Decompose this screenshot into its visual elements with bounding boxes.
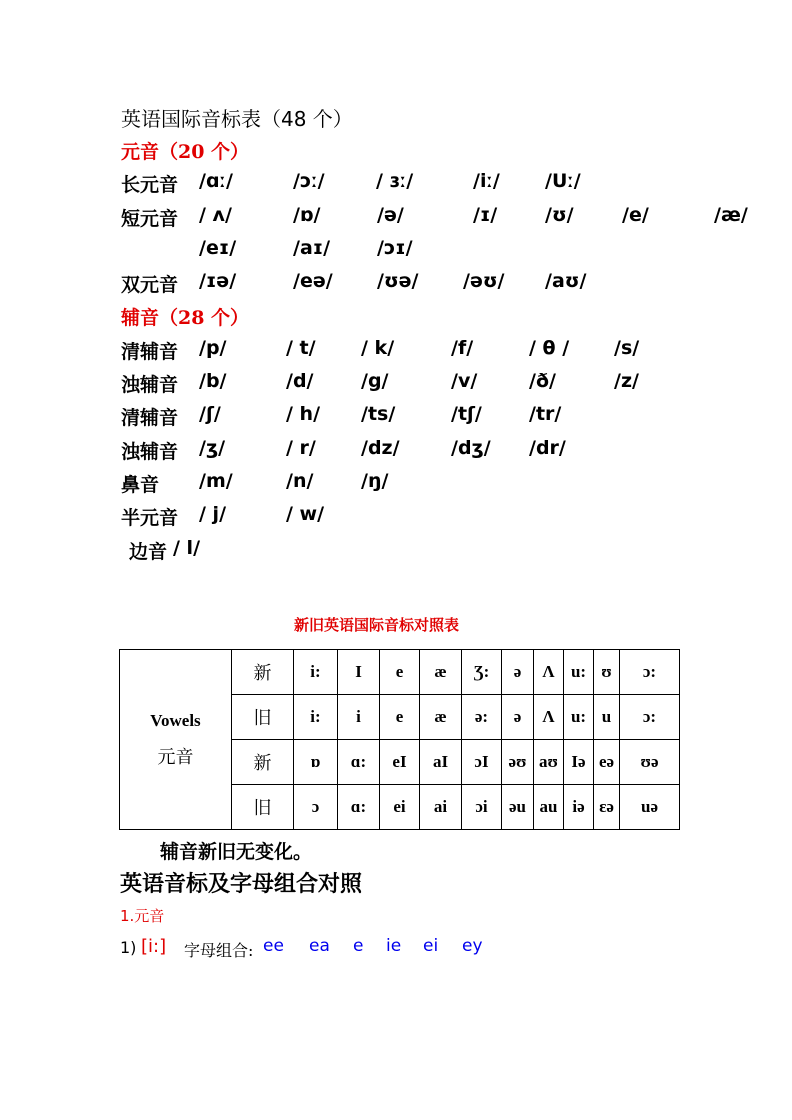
table-cell: u (594, 695, 620, 740)
phoneme: /v/ (451, 370, 478, 392)
phoneme: /f/ (451, 337, 474, 359)
phoneme: /ʒ/ (199, 437, 226, 459)
row-label: 清辅音 (121, 407, 179, 429)
consonant-row-voiceless-1 (121, 337, 781, 361)
combo: ei (423, 936, 439, 956)
table-cell: æ (420, 650, 462, 695)
table-cell: e (380, 695, 420, 740)
phoneme: /iː/ (473, 170, 500, 192)
phoneme: /ts/ (361, 403, 396, 425)
table-cell: au (534, 785, 564, 830)
phoneme: /ɔɪ/ (377, 237, 413, 259)
page-title: 英语国际音标表（48 个） (121, 107, 353, 131)
table-cell: ɔ: (620, 650, 680, 695)
vowels-group-cell (120, 650, 232, 830)
table-cell: Ʒ: (462, 650, 502, 695)
table-cell: ɒ (294, 740, 338, 785)
table-cell: Λ (534, 695, 564, 740)
phoneme: /eɪ/ (199, 237, 237, 259)
phoneme: /æ/ (714, 204, 748, 226)
vowels-label-zh: 元音 (157, 746, 194, 767)
phoneme: /e/ (622, 204, 649, 226)
phoneme: /tr/ (529, 403, 562, 425)
phoneme: /ʃ/ (199, 403, 221, 425)
phonetic-comparison-table (119, 649, 680, 830)
table-cell: ɛə (594, 785, 620, 830)
table-cell: eI (380, 740, 420, 785)
combo: ie (386, 936, 402, 956)
table-cell: I (338, 650, 380, 695)
vowels-heading: 元音（20 个） (121, 141, 250, 163)
phoneme: / l/ (173, 537, 201, 559)
phoneme: /d/ (286, 370, 314, 392)
phoneme: /n/ (286, 470, 314, 492)
phoneme: /eə/ (293, 270, 333, 292)
phoneme: / ɜː/ (376, 170, 414, 192)
phoneme: /p/ (199, 337, 227, 359)
phoneme: /ɔː/ (293, 170, 325, 192)
phoneme: / θ / (529, 337, 570, 359)
phoneme: / j/ (199, 503, 227, 525)
vowel-row-long (121, 170, 781, 194)
table-cell: əu (502, 785, 534, 830)
phoneme: /ɒ/ (293, 204, 321, 226)
phoneme: /ʊ/ (545, 204, 574, 226)
example-label: 字母组合: (184, 941, 254, 960)
consonant-row-voiced-1 (121, 370, 781, 394)
example-number: 1) (120, 938, 137, 957)
phoneme: /ɪə/ (199, 270, 237, 292)
table-cell: ɔI (462, 740, 502, 785)
consonant-note: 辅音新旧无变化。 (160, 841, 313, 863)
phoneme: /b/ (199, 370, 227, 392)
vowel-row-short-cont (121, 237, 781, 261)
phoneme: /s/ (614, 337, 640, 359)
phoneme: /ʊə/ (377, 270, 419, 292)
phoneme: /aʊ/ (545, 270, 587, 292)
table-cell: ɑ: (338, 740, 380, 785)
vowel-row-short (121, 204, 781, 228)
table-cell: ɑ: (338, 785, 380, 830)
table-cell: æ (420, 695, 462, 740)
phoneme: /ð/ (529, 370, 556, 392)
table-cell: ə: (462, 695, 502, 740)
phoneme: /g/ (361, 370, 389, 392)
table-cell: ɔ: (620, 695, 680, 740)
table-cell: ʊ (594, 650, 620, 695)
phoneme: /aɪ/ (293, 237, 331, 259)
table-cell: e (380, 650, 420, 695)
phoneme: /Uː/ (545, 170, 581, 192)
table-cell: ai (420, 785, 462, 830)
table-cell: u: (564, 650, 594, 695)
consonant-row-voiced-2 (121, 437, 781, 461)
phoneme: / ʌ/ (199, 204, 232, 226)
table-cell: ə (502, 695, 534, 740)
consonant-row-semivowel (121, 503, 781, 527)
phoneme: /z/ (614, 370, 639, 392)
example-row (120, 936, 620, 962)
table-cell: uə (620, 785, 680, 830)
row-label: 短元音 (121, 208, 179, 230)
subsection-vowels: 1.元音 (120, 907, 165, 925)
phoneme: /dr/ (529, 437, 566, 459)
consonant-row-voiceless-2 (121, 403, 781, 427)
row-label: 清辅音 (121, 341, 179, 363)
row-tag: 旧 (232, 785, 294, 830)
table-caption: 新旧英语国际音标对照表 (294, 616, 460, 634)
table-cell: u: (564, 695, 594, 740)
combo: ea (309, 936, 330, 956)
table-cell: ə (502, 650, 534, 695)
table-cell: ɔ (294, 785, 338, 830)
table-cell: Λ (534, 650, 564, 695)
phoneme: / w/ (286, 503, 325, 525)
phoneme: / t/ (286, 337, 316, 359)
vowels-label-en: Vowels (150, 710, 201, 730)
table-cell: aI (420, 740, 462, 785)
combo: e (353, 936, 364, 956)
phoneme: /əʊ/ (463, 270, 505, 292)
row-label: 浊辅音 (121, 374, 179, 396)
phoneme: /ŋ/ (361, 470, 389, 492)
table-cell: aʊ (534, 740, 564, 785)
table-cell: əʊ (502, 740, 534, 785)
phoneme: /m/ (199, 470, 233, 492)
table-cell: ʊə (620, 740, 680, 785)
phoneme: /ə/ (377, 204, 404, 226)
phoneme: /tʃ/ (451, 403, 482, 425)
phoneme: /ɑː/ (199, 170, 233, 192)
row-label: 浊辅音 (121, 441, 179, 463)
row-label: 双元音 (121, 274, 179, 296)
table-cell: iə (564, 785, 594, 830)
phoneme: /dz/ (361, 437, 400, 459)
row-label: 鼻音 (121, 474, 160, 496)
table-cell: ɔi (462, 785, 502, 830)
combo: ee (263, 936, 284, 956)
table-cell: i: (294, 695, 338, 740)
row-tag: 旧 (232, 695, 294, 740)
consonant-row-lateral (129, 537, 329, 561)
table-cell: eə (594, 740, 620, 785)
table-row (120, 650, 680, 695)
phoneme: / h/ (286, 403, 321, 425)
table-cell: Iə (564, 740, 594, 785)
combo: ey (462, 936, 483, 956)
row-tag: 新 (232, 740, 294, 785)
section-title: 英语音标及字母组合对照 (120, 871, 363, 897)
phoneme: / r/ (286, 437, 316, 459)
table-cell: i (338, 695, 380, 740)
row-label: 边音 (129, 541, 168, 563)
consonants-heading: 辅音（28 个） (121, 307, 250, 329)
table-cell: i: (294, 650, 338, 695)
row-label: 半元音 (121, 507, 179, 529)
consonant-row-nasal (121, 470, 781, 494)
phoneme: /ɪ/ (473, 204, 498, 226)
vowel-row-diphthong (121, 270, 781, 294)
row-label: 长元音 (121, 174, 179, 196)
phoneme: / k/ (361, 337, 395, 359)
row-tag: 新 (232, 650, 294, 695)
table-cell: ei (380, 785, 420, 830)
phoneme: /dʒ/ (451, 437, 491, 459)
example-symbol: [i:] (141, 936, 167, 957)
